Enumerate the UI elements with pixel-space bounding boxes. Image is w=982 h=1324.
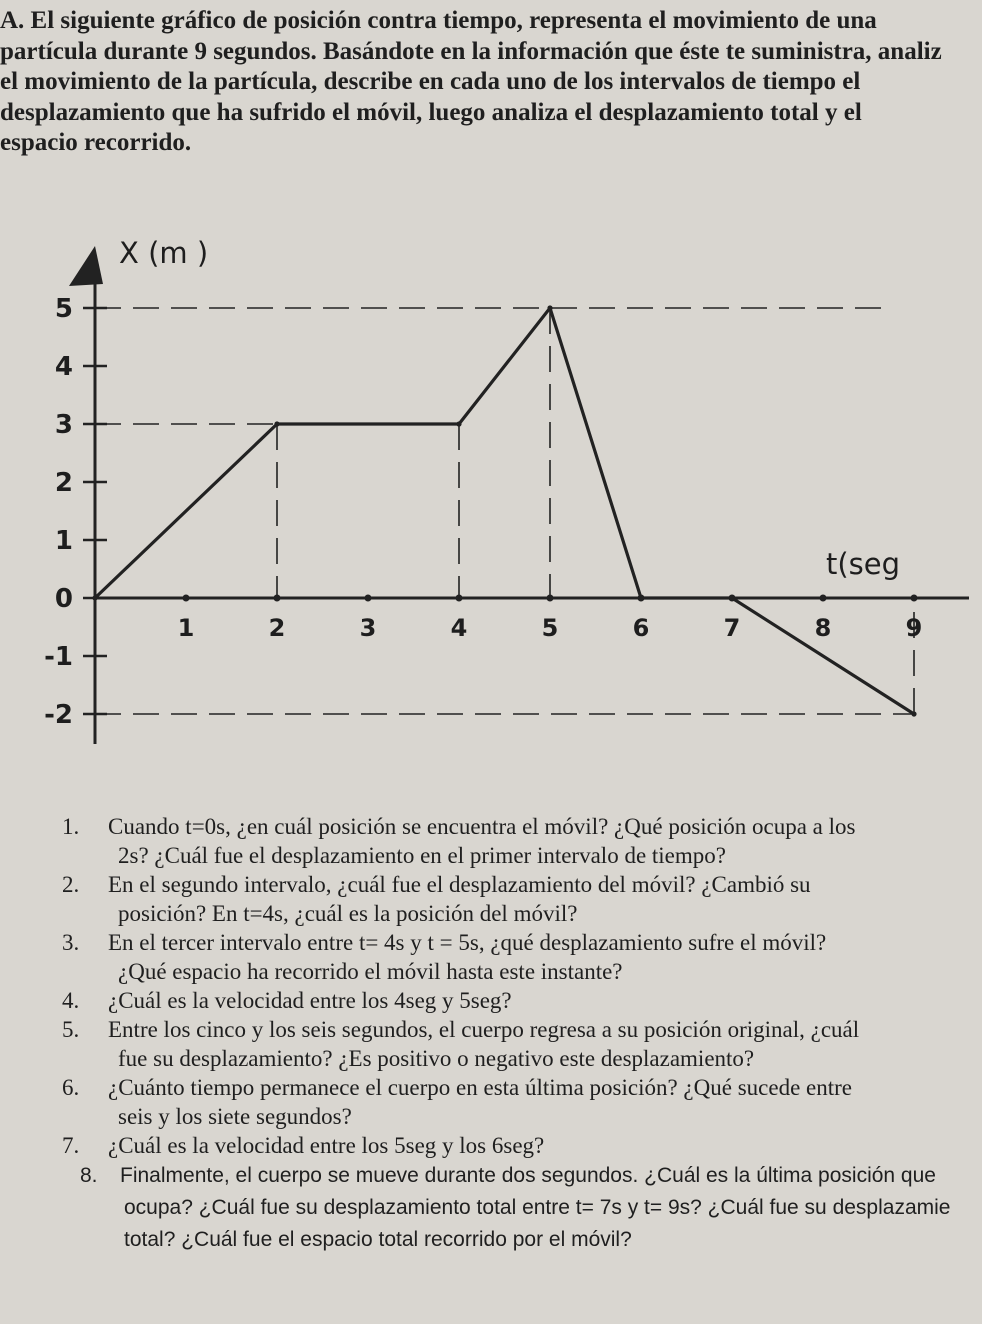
chart-svg bbox=[0, 200, 982, 800]
x-tick bbox=[365, 595, 372, 602]
question-line: En el segundo intervalo, ¿cuál fue el desplazamiento del móvil? ¿Cambió su bbox=[108, 872, 811, 897]
y-tick-label: 4 bbox=[54, 352, 73, 382]
intro-line: A. El siguiente gráfico de posición contra tiempo, representa el movimiento de una bbox=[0, 7, 877, 34]
x-tick-label: 3 bbox=[359, 614, 377, 642]
x-tick-label: 6 bbox=[632, 614, 650, 642]
x-tick-label: 1 bbox=[177, 614, 195, 642]
x-tick-label: 9 bbox=[905, 614, 923, 642]
y-tick-label: 3 bbox=[54, 410, 73, 440]
question-line: ¿Cuál es la velocidad entre los 4seg y 5seg? bbox=[108, 988, 512, 1013]
question-1 bbox=[0, 812, 982, 870]
question-7 bbox=[0, 1131, 982, 1160]
data-point bbox=[911, 711, 916, 716]
y-tick-label: 1 bbox=[54, 526, 73, 556]
intro-line: el movimiento de la partícula, describe en cada uno de los intervalos de tiempo el bbox=[0, 68, 861, 95]
question-line: ¿Cuánto tiempo permanece el cuerpo en esta última posición? ¿Qué sucede entre bbox=[108, 1075, 852, 1100]
y-tick-label: -2 bbox=[44, 700, 73, 730]
question-line: Cuando t=0s, ¿en cuál posición se encuentra el móvil? ¿Qué posición ocupa a los bbox=[108, 814, 856, 839]
intro-line: desplazamiento que ha sufrido el móvil, luego analiza el desplazamiento total y el bbox=[0, 98, 862, 126]
question-8 bbox=[0, 1160, 982, 1256]
question-number: 2. bbox=[62, 872, 80, 897]
y-tick-label: 2 bbox=[54, 468, 73, 498]
question-number: 5. bbox=[62, 1017, 80, 1042]
data-point bbox=[729, 595, 734, 600]
question-number: 6. bbox=[62, 1075, 80, 1100]
question-line: En el tercer intervalo entre t= 4s y t = 5s, ¿qué desplazamiento sufre el móvil? bbox=[108, 930, 827, 955]
question-line: ¿Qué espacio ha recorrido el móvil hasta este instante? bbox=[118, 959, 623, 984]
question-number: 1. bbox=[62, 814, 80, 839]
x-tick-label: 4 bbox=[450, 614, 468, 642]
x-tick bbox=[274, 595, 281, 602]
intro-line: partícula durante 9 segundos. Basándote en la información que éste te suministra, analiz bbox=[0, 37, 942, 65]
x-tick-label: 5 bbox=[541, 614, 559, 642]
question-line: seis y los siete segundos? bbox=[118, 1104, 352, 1129]
data-point bbox=[638, 595, 643, 600]
question-2 bbox=[0, 870, 982, 928]
x-tick bbox=[456, 595, 463, 602]
y-tick-label: -1 bbox=[44, 642, 73, 672]
data-point bbox=[456, 421, 461, 426]
data-point bbox=[92, 595, 97, 600]
data-point bbox=[274, 421, 279, 426]
x-axis-label: t(seg bbox=[826, 547, 901, 581]
question-6 bbox=[0, 1073, 982, 1131]
question-line: Finalmente, el cuerpo se mueve durante dos segundos. ¿Cuál es la última posición que bbox=[120, 1164, 936, 1187]
position-time-graph bbox=[0, 200, 982, 800]
x-tick-label: 7 bbox=[723, 614, 741, 642]
x-tick bbox=[183, 595, 190, 602]
x-tick bbox=[547, 595, 554, 602]
question-4 bbox=[0, 986, 982, 1015]
question-line: ¿Cuál es la velocidad entre los 5seg y los 6seg? bbox=[108, 1133, 545, 1158]
y-tick-label: 5 bbox=[54, 294, 73, 324]
y-tick-label: 0 bbox=[54, 584, 73, 614]
y-axis-arrow bbox=[69, 246, 103, 286]
x-tick bbox=[911, 595, 918, 602]
question-3 bbox=[0, 928, 982, 986]
intro-text bbox=[0, 6, 982, 159]
x-tick bbox=[820, 595, 827, 602]
question-list bbox=[0, 812, 982, 1256]
question-line: Entre los cinco y los seis segundos, el cuerpo regresa a su posición original, ¿cuál bbox=[108, 1017, 860, 1042]
y-axis-label: X (m ) bbox=[119, 236, 209, 270]
question-line: total? ¿Cuál fue el espacio total recorrido por el móvil? bbox=[124, 1228, 632, 1251]
question-number: 7. bbox=[62, 1133, 80, 1158]
question-number: 3. bbox=[62, 930, 80, 955]
question-number: 8. bbox=[80, 1164, 98, 1187]
question-line: posición? En t=4s, ¿cuál es la posición del móvil? bbox=[118, 901, 578, 926]
question-5 bbox=[0, 1015, 982, 1073]
data-point bbox=[547, 305, 552, 310]
x-tick-label: 8 bbox=[814, 614, 832, 642]
x-tick-label: 2 bbox=[268, 614, 286, 642]
intro-line: espacio recorrido. bbox=[0, 129, 192, 156]
question-line: ocupa? ¿Cuál fue su desplazamiento total entre t= 7s y t= 9s? ¿Cuál fue su desplazamie bbox=[124, 1196, 951, 1219]
question-line: fue su desplazamiento? ¿Es positivo o negativo este desplazamiento? bbox=[118, 1046, 755, 1071]
question-number: 4. bbox=[62, 988, 80, 1013]
question-line: 2s? ¿Cuál fue el desplazamiento en el primer intervalo de tiempo? bbox=[118, 843, 726, 868]
position-curve bbox=[95, 308, 914, 714]
